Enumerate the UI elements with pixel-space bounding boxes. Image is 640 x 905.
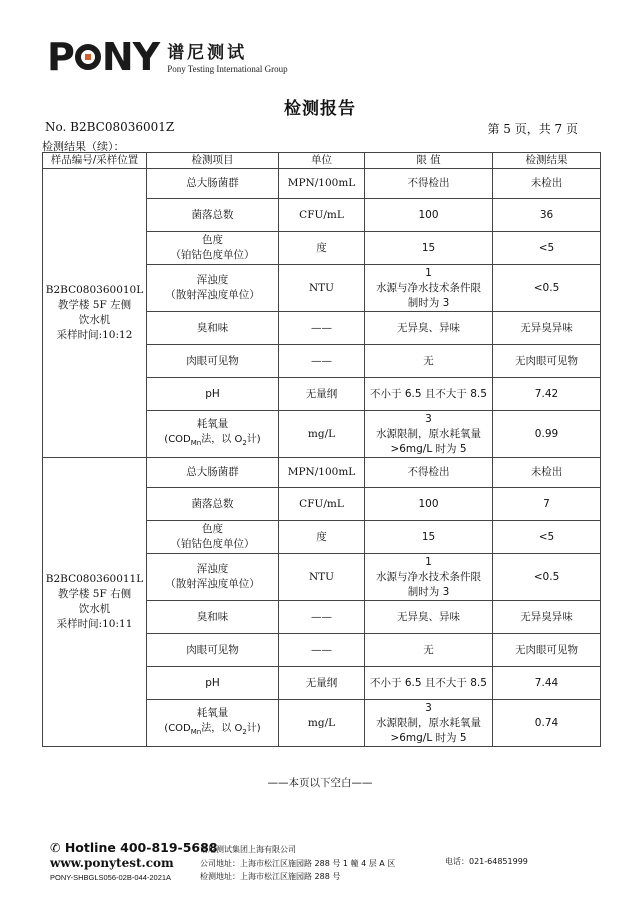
document-code: PONY-SHBGLS056-02B-044-2021A <box>50 873 172 882</box>
limit-value <box>365 521 493 554</box>
test-result: 0.74 <box>493 700 601 747</box>
header-unit: 单位 <box>279 153 365 169</box>
unit: CFU/mL <box>279 199 365 232</box>
test-item <box>147 232 279 265</box>
limit-line: 1 <box>425 266 432 279</box>
limit-value <box>365 265 493 312</box>
limit-line: >6mg/L 时为 5 <box>390 731 467 744</box>
test-item <box>147 312 279 345</box>
footer-addresses <box>200 843 395 884</box>
test-item-line: （散射浑浊度单位） <box>165 578 260 590</box>
limit-value <box>365 634 493 667</box>
header-limit: 限 值 <box>365 153 493 169</box>
test-item <box>147 601 279 634</box>
test-result: 未检出 <box>493 169 601 199</box>
footer-contact <box>50 840 218 882</box>
sample-line: B2BC080360011L <box>45 573 144 585</box>
test-item-line: （铂钴色度单位） <box>170 249 255 261</box>
table-header-row <box>43 153 601 169</box>
limit-line: 15 <box>421 241 436 254</box>
test-item-line: 菌落总数 <box>191 208 234 221</box>
limit-line: 制时为 3 <box>407 296 450 309</box>
test-item-line: 总大肠菌群 <box>186 177 239 189</box>
limit-line: >6mg/L 时为 5 <box>390 442 467 455</box>
logo-english-name: Pony Testing International Group <box>167 64 288 74</box>
limit-value <box>365 232 493 265</box>
sample-line: 教学楼 5F 左侧 <box>57 299 132 311</box>
unit: 无量纲 <box>279 667 365 700</box>
limit-line: 无异臭、异味 <box>397 610 460 623</box>
limit-value <box>365 169 493 199</box>
test-item <box>147 667 279 700</box>
limit-line: 水源限制，原水耗氧量 <box>376 427 481 440</box>
results-table <box>42 152 601 747</box>
limit-line: 3 <box>425 412 432 425</box>
cod-method-note: ($COD_{Mn}$法，以 $O_2$计) <box>164 434 261 447</box>
page-indicator: 第 5 页，共 7 页 <box>487 122 578 136</box>
test-item-line: 肉眼可见物 <box>186 643 239 656</box>
test-item <box>147 411 279 458</box>
test-item-line: 色度 <box>202 523 223 535</box>
limit-value <box>365 345 493 378</box>
table-row <box>43 169 601 199</box>
website-link[interactable]: www.ponytest.com <box>50 856 174 870</box>
limit-line: 100 <box>418 497 439 510</box>
sample-line: 饮水机 <box>78 314 111 326</box>
logo-wordmark: P NY <box>47 35 160 79</box>
unit: 度 <box>279 232 365 265</box>
test-item-line: （铂钴色度单位） <box>170 538 255 550</box>
test-item-line: 肉眼可见物 <box>186 354 239 367</box>
test-result: 无肉眼可见物 <box>493 345 601 378</box>
limit-line: 15 <box>421 530 436 543</box>
test-item <box>147 521 279 554</box>
limit-value <box>365 601 493 634</box>
limit-line: 3 <box>425 701 432 714</box>
limit-line: 100 <box>418 208 439 221</box>
test-result: 0.99 <box>493 411 601 458</box>
unit: 无量纲 <box>279 378 365 411</box>
header-item: 检测项目 <box>147 153 279 169</box>
test-item-line: 耗氧量 <box>196 418 229 430</box>
logo-chinese-name: 谱尼测试 <box>167 43 248 63</box>
limit-value <box>365 554 493 601</box>
limit-value <box>365 488 493 521</box>
sample-line: 教学楼 5F 右侧 <box>57 588 132 600</box>
hotline: ✆ Hotline 400-819-5688 <box>50 840 218 855</box>
test-item-line: （散射浑浊度单位） <box>165 289 260 301</box>
blank-below-note: ——本页以下空白—— <box>267 777 373 789</box>
limit-line: 不得检出 <box>407 177 450 189</box>
test-item <box>147 488 279 521</box>
logo-o-icon <box>75 44 101 70</box>
unit: mg/L <box>279 700 365 747</box>
footer-phone: 电话：021-64851999 <box>445 857 528 866</box>
unit: —— <box>279 634 365 667</box>
company-address: 公司地址：上海市松江区施园路 288 号 1 幢 4 层 A 区 <box>200 858 396 868</box>
results-continued-label: 检测结果（续）： <box>42 140 125 153</box>
test-item <box>147 345 279 378</box>
limit-line: 不得检出 <box>407 466 450 478</box>
test-result: <0.5 <box>493 265 601 312</box>
limit-line: 水源与净水技术条件限 <box>376 570 481 583</box>
limit-line: 水源与净水技术条件限 <box>376 281 481 294</box>
test-item-line: 总大肠菌群 <box>186 466 239 478</box>
test-item-line: pH <box>205 387 220 400</box>
limit-line: 不小于 6.5 且不大于 8.5 <box>370 387 487 400</box>
test-result: 未检出 <box>493 458 601 488</box>
test-result: 无异臭异味 <box>493 601 601 634</box>
pony-logo <box>47 35 288 79</box>
unit: —— <box>279 312 365 345</box>
unit: mg/L <box>279 411 365 458</box>
limit-value <box>365 700 493 747</box>
limit-line: 制时为 3 <box>407 585 450 598</box>
test-item <box>147 634 279 667</box>
sample-line: 采样时间:10:12 <box>56 329 133 341</box>
unit: MPN/100mL <box>279 169 365 199</box>
test-result: 无异臭异味 <box>493 312 601 345</box>
test-result: <5 <box>493 232 601 265</box>
unit: 度 <box>279 521 365 554</box>
sample-line: 采样时间:10:11 <box>56 618 133 630</box>
test-result: 无肉眼可见物 <box>493 634 601 667</box>
unit: —— <box>279 601 365 634</box>
test-item-line: 臭和味 <box>196 321 229 334</box>
unit: —— <box>279 345 365 378</box>
table-row <box>43 458 601 488</box>
sample-id-location <box>43 169 147 458</box>
limit-line: 1 <box>425 555 432 568</box>
cod-method-note: ($COD_{Mn}$法，以 $O_2$计) <box>164 723 261 736</box>
test-item <box>147 199 279 232</box>
test-item <box>147 700 279 747</box>
test-item-line: 色度 <box>202 234 223 246</box>
unit: CFU/mL <box>279 488 365 521</box>
sample-line: 饮水机 <box>78 603 111 615</box>
unit: MPN/100mL <box>279 458 365 488</box>
test-result: 7.42 <box>493 378 601 411</box>
test-item <box>147 265 279 312</box>
test-item-line: pH <box>205 676 220 689</box>
test-result: <5 <box>493 521 601 554</box>
test-item-line: 浑浊度 <box>196 274 229 286</box>
test-item-line: 菌落总数 <box>191 497 234 510</box>
limit-value <box>365 378 493 411</box>
limit-value <box>365 458 493 488</box>
test-item-line: 浑浊度 <box>196 563 229 575</box>
unit: NTU <box>279 554 365 601</box>
header-result: 检测结果 <box>493 153 601 169</box>
limit-line: 无 <box>423 643 434 656</box>
test-result: 7.44 <box>493 667 601 700</box>
limit-value <box>365 667 493 700</box>
limit-value <box>365 199 493 232</box>
test-result: 7 <box>493 488 601 521</box>
test-result: 36 <box>493 199 601 232</box>
unit: NTU <box>279 265 365 312</box>
header-sample: 样品编号/采样位置 <box>43 153 147 169</box>
company-name: 谱尼测试集团上海有限公司 <box>200 845 296 854</box>
test-address: 检测地址：上海市松江区施园路 288 号 <box>200 872 341 881</box>
sample-line: B2BC080360010L <box>45 284 144 296</box>
limit-line: 无 <box>423 354 434 367</box>
test-item <box>147 169 279 199</box>
test-item-line: 臭和味 <box>196 610 229 623</box>
report-number: No. B2BC08036001Z <box>45 120 175 134</box>
test-item <box>147 378 279 411</box>
page-title: 检测报告 <box>284 99 356 119</box>
limit-line: 不小于 6.5 且不大于 8.5 <box>370 676 487 689</box>
limit-value <box>365 312 493 345</box>
test-item <box>147 554 279 601</box>
limit-line: 水源限制，原水耗氧量 <box>376 716 481 729</box>
sample-id-location <box>43 458 147 747</box>
test-item-line: 耗氧量 <box>196 707 229 719</box>
phone-icon: ✆ <box>50 840 61 855</box>
test-item <box>147 458 279 488</box>
limit-value <box>365 411 493 458</box>
limit-line: 无异臭、异味 <box>397 321 460 334</box>
test-result: <0.5 <box>493 554 601 601</box>
